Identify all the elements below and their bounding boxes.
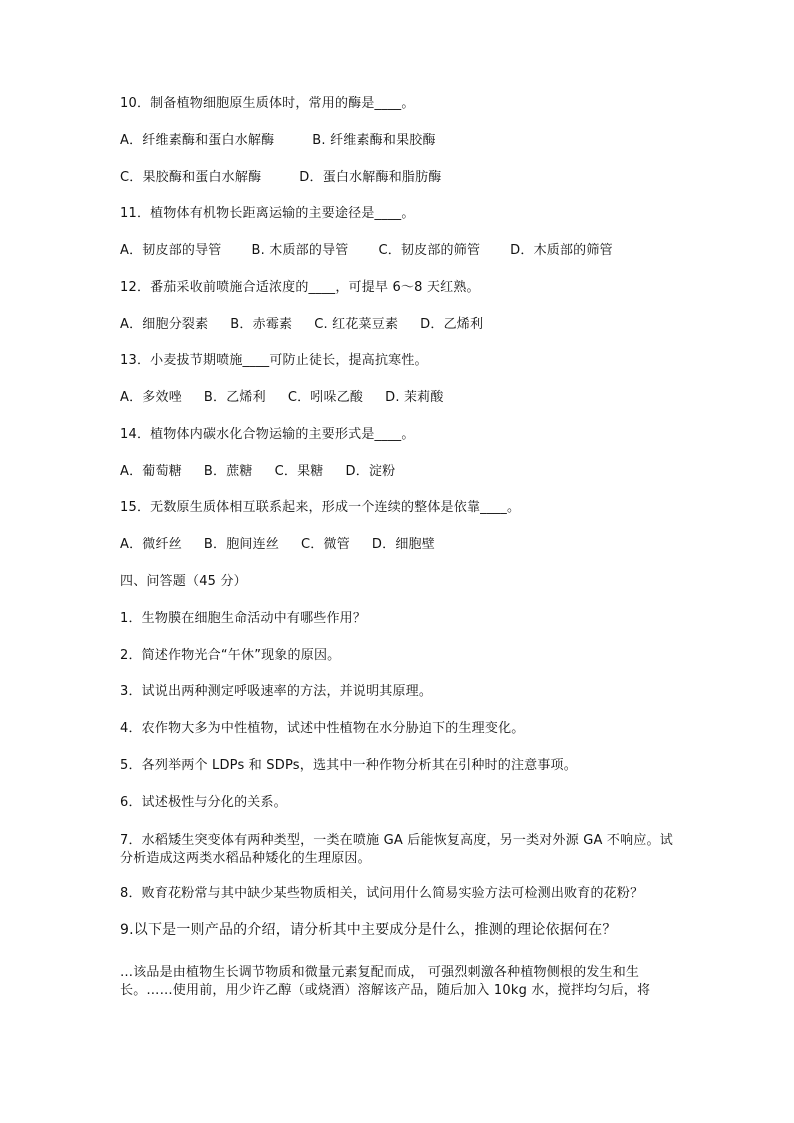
question-14-options xyxy=(120,464,417,480)
option-c: C. 红花菜豆素 xyxy=(314,317,399,332)
essay-question-7: 7．水稻矮生突变体有两种类型，一类在喷施 GA 后能恢复高度，另一类对外源 GA 不响应。试分析造成这两类水稻品种矮化的生理原因。 xyxy=(120,833,673,866)
question-11-stem: 11．植物体有机物长距离运输的主要途径是____。 xyxy=(120,206,415,221)
question-13-options xyxy=(120,390,466,406)
option-b: B．蔗糖 xyxy=(203,464,253,479)
essay-question-6: 6．试述极性与分化的关系。 xyxy=(120,795,287,810)
question-10-stem: 10．制备植物细胞原生质体时，常用的酶是____。 xyxy=(120,96,415,111)
question-11-options xyxy=(120,243,635,259)
essay-question-3: 3．试说出两种测定呼吸速率的方法，并说明其原理。 xyxy=(120,684,433,699)
section-title: 四、问答题（45 分） xyxy=(120,574,247,589)
option-c: C．果胶酶和蛋白水解酶 xyxy=(120,170,262,185)
question-15-options xyxy=(120,537,457,553)
option-c: C．果糖 xyxy=(274,464,324,479)
essay-question-5: 5．各列举两个 LDPs 和 SDPs，选其中一种作物分析其在引种时的注意事项。 xyxy=(120,758,577,773)
option-a: A．多效唑 xyxy=(120,390,182,405)
question-14-stem: 14．植物体内碳水化合物运输的主要形式是____。 xyxy=(120,427,415,442)
essay-question-2: 2．简述作物光合“午休”现象的原因。 xyxy=(120,648,341,663)
question-15-stem: 15．无数原生质体相互联系起来，形成一个连续的整体是依靠____。 xyxy=(120,500,521,515)
option-c: C．微管 xyxy=(301,537,350,552)
option-a: A．葡萄糖 xyxy=(120,464,182,479)
option-d: D. 茉莉酸 xyxy=(385,390,444,405)
option-d: D．木质部的筛管 xyxy=(510,243,613,258)
option-b: B. 木质部的导管 xyxy=(251,243,349,258)
option-d: D．淀粉 xyxy=(345,464,396,479)
option-a: A．韧皮部的导管 xyxy=(120,243,222,258)
option-c: C．韧皮部的筛管 xyxy=(378,243,481,258)
option-c: C．吲哚乙酸 xyxy=(287,390,364,405)
option-d: D．蛋白水解酶和脂肪酶 xyxy=(299,170,442,185)
essay-question-9: 9.以下是一则产品的介绍，请分析其中主要成分是什么，推测的理论依据何在？ xyxy=(120,922,617,938)
option-b: B．赤霉素 xyxy=(230,317,293,332)
option-b: B. 纤维素酶和果胶酶 xyxy=(312,133,436,148)
option-a: A．纤维素酶和蛋白水解酶 xyxy=(120,133,275,148)
question-12-options xyxy=(120,317,505,333)
option-a: A．细胞分裂素 xyxy=(120,317,209,332)
essay-question-1: 1．生物膜在细胞生命活动中有哪些作用？ xyxy=(120,611,367,626)
option-d: D．细胞壁 xyxy=(371,537,435,552)
option-d: D．乙烯利 xyxy=(420,317,484,332)
question-13-stem: 13．小麦拔节期喷施____可防止徒长，提高抗寒性。 xyxy=(120,353,428,368)
option-b: B．胞间连丝 xyxy=(203,537,280,552)
question-12-stem: 12．番茄采收前喷施合适浓度的____，可提早 6～8 天红熟。 xyxy=(120,280,480,295)
essay-question-8: 8．败育花粉常与其中缺少某些物质相关，试问用什么简易实验方法可检测出败育的花粉？ xyxy=(120,886,644,901)
essay-question-4: 4．农作物大多为中性植物，试述中性植物在水分胁迫下的生理变化。 xyxy=(120,721,525,736)
question-10-options-row-1 xyxy=(120,133,458,149)
question-10-options-row-2 xyxy=(120,170,464,186)
option-a: A．微纤丝 xyxy=(120,537,182,552)
product-description: …该品是由植物生长调节物质和微量元素复配而成， 可强烈刺激各种植物侧根的发生和生长。……使用前，用少许乙醇（或烧酒）溶解该产品，随后加入 10kg 水，搅拌均匀后，将 xyxy=(120,965,651,998)
option-b: B．乙烯利 xyxy=(203,390,266,405)
